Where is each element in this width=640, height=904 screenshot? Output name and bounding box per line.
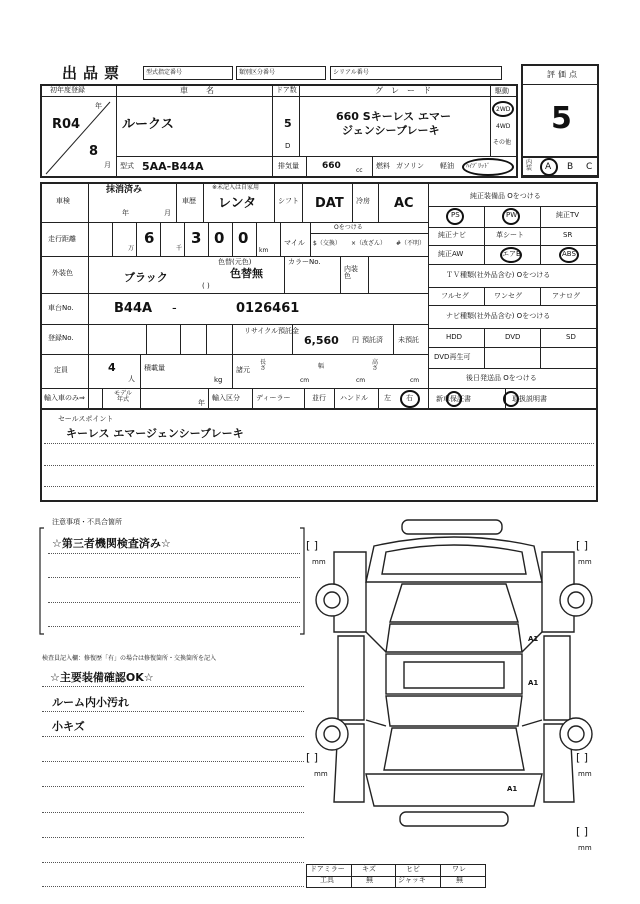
displacement-value: 660 — [322, 161, 341, 171]
mm-label-rr: mm — [578, 770, 592, 778]
opt-airbag: エアB — [502, 250, 521, 258]
chassis-dash: - — [172, 301, 177, 316]
load-label: 積載量 — [144, 364, 165, 372]
opt-warranty-circle — [446, 391, 462, 407]
shift-label: シフト — [278, 197, 299, 205]
ac-value: AC — [394, 196, 414, 211]
mile-label: マイル — [284, 239, 305, 247]
opt-pw-circle — [502, 208, 520, 225]
mileage-digit-4: 0 — [238, 229, 249, 247]
inspection-year-unit: 年 — [122, 209, 129, 217]
recycle-unpaid: 未預託 — [398, 336, 419, 344]
handle-right: 右 — [406, 394, 413, 402]
model-year-unit: 年 — [198, 399, 205, 407]
recycle-amount: 6,560 — [304, 334, 339, 347]
car-name: ルークス — [122, 117, 174, 132]
notes-label: 注意事項・不具合箇所 — [52, 518, 122, 526]
opt-abs-circle — [559, 247, 579, 263]
grade-line1: 660 Sキーレス エマー — [336, 110, 451, 123]
km-unit: km — [259, 247, 269, 254]
opt-airbag-circle — [500, 247, 522, 263]
doors-value: 5 — [284, 117, 292, 130]
inspection-month-unit: 月 — [164, 209, 171, 217]
model-label: 型式 — [120, 162, 134, 170]
class-box — [236, 66, 326, 80]
color-original-paren: ( ) — [202, 282, 210, 290]
opt-sd: SD — [566, 333, 576, 341]
doors-label: ドア数 — [276, 86, 297, 94]
serial-box — [330, 66, 502, 80]
interior-b: B — [567, 162, 574, 172]
mileage-unknown: #（不明） — [396, 240, 426, 247]
footer-tools: 工具 — [320, 876, 334, 884]
handle-label: ハンドル — [340, 394, 368, 402]
import-label: 輸入車のみ⇒ — [44, 394, 85, 402]
opt-navi: 純正ナビ — [438, 231, 466, 239]
import-dealer: ディーラー — [256, 394, 291, 402]
first-reg-year: R04 — [52, 117, 81, 132]
width-label: 幅 — [318, 363, 325, 370]
chassis-label: 車台No. — [48, 304, 74, 312]
footer-break: ワレ — [452, 865, 466, 873]
color-label: 外装色 — [52, 269, 73, 277]
chassis-model: B44A — [114, 301, 153, 316]
score-value: 5 — [551, 101, 572, 136]
history-label: 車歴 — [182, 197, 196, 205]
mm-label-spare: mm — [578, 844, 592, 852]
opt-hdd: HDD — [446, 333, 463, 341]
drive-2wd-circle — [492, 101, 514, 117]
footer-crack: ヒビ — [406, 865, 420, 873]
car-name-label: 車名 — [180, 86, 232, 95]
interior-c: C — [586, 162, 593, 172]
inspector-label: 検査員記入欄：修復歴「有」の場合は修復箇所・交換箇所を記入 — [42, 655, 217, 662]
mm-bracket-rr: [ ] — [576, 751, 589, 764]
equip-title: 純正装備品 Oをつける — [470, 192, 541, 200]
cc-unit: cc — [356, 167, 363, 174]
footer-scratch: キズ — [362, 865, 376, 873]
fuel-diesel: 軽油 — [440, 162, 454, 170]
first-reg-year-unit: 年 — [95, 102, 102, 110]
color-no-label: カラーNo. — [288, 258, 321, 266]
opt-ps: PS — [451, 211, 460, 219]
footer-tools-value: 無 — [366, 876, 373, 884]
grade-label: グレード — [375, 86, 439, 95]
handle-right-circle — [400, 390, 420, 408]
serial-label: シリアル番号 — [333, 69, 369, 76]
mileage-circle-note: Oをつける — [334, 224, 363, 231]
grade-line2: ジェンシーブレーキ — [342, 124, 440, 137]
width-cm-unit: cm — [356, 377, 366, 384]
ac-label: 冷房 — [356, 197, 370, 205]
opt-oneseg: ワンセグ — [494, 292, 522, 300]
mm-label-rl: mm — [314, 770, 328, 778]
kg-unit: kg — [214, 376, 223, 384]
mileage-digit-1: 6 — [144, 229, 155, 247]
fuel-hybrid: ﾊｲﾌﾞﾘｯﾄﾞ — [466, 163, 491, 170]
color-value: ブラック — [124, 271, 168, 284]
import-class-label: 輸入区分 — [212, 394, 240, 402]
fuel-label: 燃料 — [376, 162, 390, 170]
damage-mark-right-rear-door: A1 — [528, 679, 539, 687]
navi-type-title: ナビ種類(社外品含む) Oをつける — [446, 312, 551, 320]
mileage-exchange: $（交換） — [313, 240, 341, 247]
inspection-label: 車検 — [56, 197, 70, 205]
length-label: 長さ — [260, 359, 267, 372]
opt-aw: 純正AW — [438, 250, 464, 258]
first-reg-month-unit: 月 — [104, 161, 111, 169]
handle-left: 左 — [384, 394, 391, 402]
mm-label-fr: mm — [578, 558, 592, 566]
fuel-hybrid-circle — [462, 158, 514, 176]
mileage-modified: ×（改ざん） — [351, 240, 387, 247]
damage-mark-right-front-door: A1 — [528, 635, 539, 643]
opt-dvd-player: DVD再生可 — [434, 353, 471, 361]
damage-mark-rear-bumper: A1 — [507, 785, 518, 793]
history-value: レンタ — [218, 196, 257, 211]
opt-abs: ABS — [562, 250, 576, 258]
fuel-gasoline: ガソリン — [396, 162, 424, 170]
mm-bracket-spare: [ ] — [576, 825, 589, 838]
later-title: 後日発送品 Oをつける — [466, 374, 537, 382]
drive-2wd: 2WD — [496, 106, 511, 113]
page-title: 出品票 — [62, 64, 126, 82]
drive-label: 駆動 — [495, 87, 509, 95]
opt-manual: 取扱説明書 — [512, 395, 547, 403]
drive-other: その他 — [493, 139, 512, 146]
recycle-unit: 円 — [352, 336, 359, 344]
shift-value: DAT — [315, 196, 344, 211]
mm-label-fl: mm — [312, 558, 326, 566]
history-note: ※未記入は自家用 — [212, 184, 260, 191]
opt-analog: アナログ — [552, 292, 580, 300]
first-reg-slash — [40, 96, 116, 178]
mm-bracket-fl: [ ] — [306, 539, 319, 552]
interior-label: 内装 — [526, 159, 533, 172]
drive-4wd: 4WD — [496, 123, 511, 130]
displacement-label: 排気量 — [278, 162, 299, 170]
notes-line1: ☆第三者機関検査済み☆ — [52, 537, 171, 550]
mileage-sen-unit: 千 — [176, 245, 183, 252]
mileage-label: 走行距離 — [48, 235, 76, 243]
capacity-label: 定員 — [54, 366, 68, 374]
capacity-unit: 人 — [128, 375, 135, 383]
car-damage-diagram — [304, 512, 604, 852]
opt-ps-circle — [446, 208, 464, 225]
recycle-paid: 預託済 — [362, 336, 383, 344]
chassis-number: 0126461 — [236, 301, 300, 316]
length-cm-unit: cm — [300, 377, 310, 384]
notes-line3: ルーム内小汚れ — [52, 696, 129, 709]
first-reg-label: 初年度登録 — [50, 86, 85, 94]
mm-bracket-fr: [ ] — [576, 539, 589, 552]
selling-label: セールスポイント — [58, 415, 114, 423]
doors-d: D — [285, 142, 291, 150]
first-reg-month: 8 — [89, 144, 99, 159]
inspection-value: 抹消済み — [106, 185, 143, 195]
opt-sr: SR — [563, 231, 573, 239]
notes-line4: 小キズ — [52, 720, 85, 733]
color-change-label: 色替(元色) — [218, 258, 252, 266]
mileage-digit-2: 3 — [191, 229, 202, 247]
interior-color-label: 内装色 — [344, 265, 358, 280]
opt-warranty: 新車保証書 — [436, 395, 471, 403]
mileage-digit-3: 0 — [214, 229, 225, 247]
model-year-label: モデル年式 — [114, 390, 132, 403]
height-label: 高さ — [372, 359, 379, 372]
type-cert-box — [143, 66, 233, 80]
type-cert-label: 型式指定番号 — [146, 69, 183, 76]
opt-dvd: DVD — [505, 333, 521, 341]
import-parallel: 並行 — [312, 394, 326, 402]
notes-line2: ☆主要装備確認OK☆ — [50, 671, 154, 684]
mileage-man-unit: 万 — [128, 245, 135, 252]
opt-fullseg: フルセグ — [441, 292, 469, 300]
footer-door-mirror: ドアミラー — [310, 865, 345, 873]
interior-a: A — [545, 162, 552, 172]
selling-line1: キーレス エマージェンシーブレーキ — [66, 427, 244, 440]
tv-type-title: ＴＶ種類(社外品含む) Oをつける — [446, 271, 551, 279]
model-value: 5AA-B44A — [142, 160, 204, 173]
opt-leather: 革シート — [496, 231, 524, 239]
opt-tv: 純正TV — [556, 211, 580, 219]
opt-pw: PW — [506, 211, 518, 219]
height-cm-unit: cm — [410, 377, 420, 384]
class-label: 類別区分番号 — [239, 69, 276, 76]
score-label: 評価点 — [547, 70, 580, 79]
footer-jack-value: 無 — [456, 876, 463, 884]
color-change-value: 色替無 — [230, 267, 263, 280]
footer-jack: ジャッキ — [398, 876, 426, 884]
recycle-label: リサイクル預託金 — [244, 327, 300, 335]
opt-manual-circle — [503, 391, 519, 407]
mm-bracket-rl: [ ] — [306, 751, 319, 764]
selling-box — [40, 410, 598, 502]
reg-no-label: 登録No. — [48, 334, 74, 342]
capacity-value: 4 — [108, 361, 116, 374]
dims-label: 諸元 — [236, 366, 250, 374]
